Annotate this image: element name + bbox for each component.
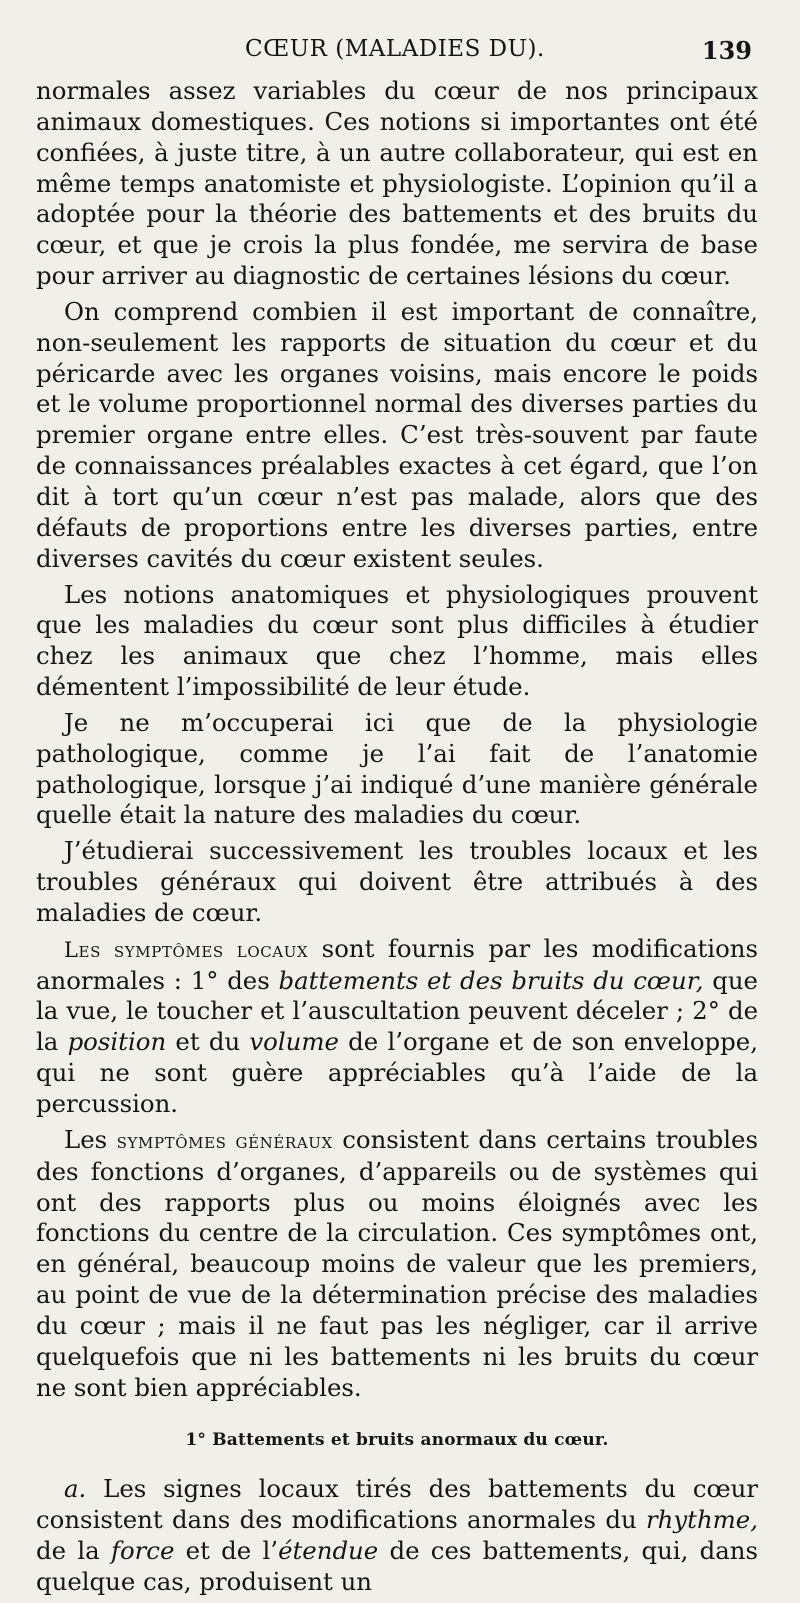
text-run: que la vue, le toucher et l’auscultation peuvent déceler ; 2° de la (36, 965, 758, 1057)
paragraph-local-symptoms (36, 934, 758, 1120)
text-run: Les (64, 1124, 117, 1154)
text-run: Les signes locaux tirés des battements du cœur consistent dans des modifications anormales du (36, 1474, 758, 1535)
paragraph-local-signs (36, 1474, 758, 1597)
page-number: 139 (701, 36, 752, 65)
italic-term: position (67, 1027, 167, 1057)
italic-term: rhythme, (646, 1505, 758, 1535)
text-run: et de l’ (174, 1535, 279, 1565)
small-caps-term: symptômes généraux (116, 1128, 333, 1153)
italic-term: étendue (278, 1535, 379, 1565)
paragraph-general-symptoms (36, 1125, 758, 1404)
text-run: consistent dans certains troubles des fonctions d’organes, d’appareils ou de systèmes qui ont des rapports plus ou moins éloignés avec les fonctions du centre de la circulation. Ces symptômes ont, en général, beaucoup moins de valeur que les premiers, au point de vue de la détermination précise des maladies du cœur ; mais il ne faut pas les négliger, car il arrive quelquefois que ni les battements ni les bruits du cœur ne sont bien appréciables. (36, 1124, 759, 1402)
paragraph: On comprend combien il est important de connaître, non-seulement les rapports de situation du cœur et du péricarde avec les organes voisins, mais encore le poids et le volume proportionnel normal des diverses parties du premier organe entre elles. C’est très-souvent par faute de connaissances préalables exactes à cet égard, que l’on dit à tort qu’un cœur n’est pas malade, alors que des défauts de proportions entre les diverses parties, entre diverses cavités du cœur existent seules. (36, 296, 758, 573)
text-run: de ces battements, qui, dans quelque cas, produisent un (36, 1535, 758, 1596)
running-title: CŒUR (MALADIES DU). (245, 36, 545, 62)
text-run: et du (166, 1027, 250, 1057)
text-run: de l’organe et de son enveloppe, qui ne sont guère appréciables qu’à l’aide de la percussion. (36, 1027, 758, 1118)
paragraph: Je ne m’occuperai ici que de la physiologie pathologique, comme je l’ai fait de l’anatomie pathologique, lorsque j’ai indiqué d’une manière générale quelle était la nature des maladies du cœur. (36, 707, 758, 830)
paragraph: J’étudierai successivement les troubles locaux et les troubles généraux qui doivent être attribués à des maladies de cœur. (36, 836, 758, 927)
paragraph: Les notions anatomiques et physiologiques prouvent que les maladies du cœur sont plus difficiles à étudier chez les animaux que chez l’homme, mais elles démentent l’impossibilité de leur étude. (36, 579, 758, 702)
italic-term: a. (64, 1474, 87, 1504)
section-heading: 1° Battements et bruits anormaux du cœur. (185, 1430, 609, 1451)
text-run: de la (36, 1535, 111, 1565)
text-run: sont fournis par les modifications anormales : 1° des (36, 933, 759, 995)
small-caps-term: Les symptômes locaux (64, 937, 309, 962)
italic-term: force (110, 1535, 175, 1565)
running-head (0, 28, 800, 68)
paragraph: normales assez variables du cœur de nos principaux animaux domestiques. Ces notions si importantes ont été confiées, à juste titre, à un autre collaborateur, qui est en même temps anatomiste et physiologiste. L’opinion qu’il a adoptée pour la théorie des battements et des bruits du cœur, et que je crois la plus fondée, me servira de base pour arriver au diagnostic de certaines lésions du cœur. (36, 76, 758, 291)
italic-term: battements et des bruits du cœur, (278, 965, 704, 995)
italic-term: volume (249, 1027, 339, 1057)
body-text (36, 76, 758, 1603)
